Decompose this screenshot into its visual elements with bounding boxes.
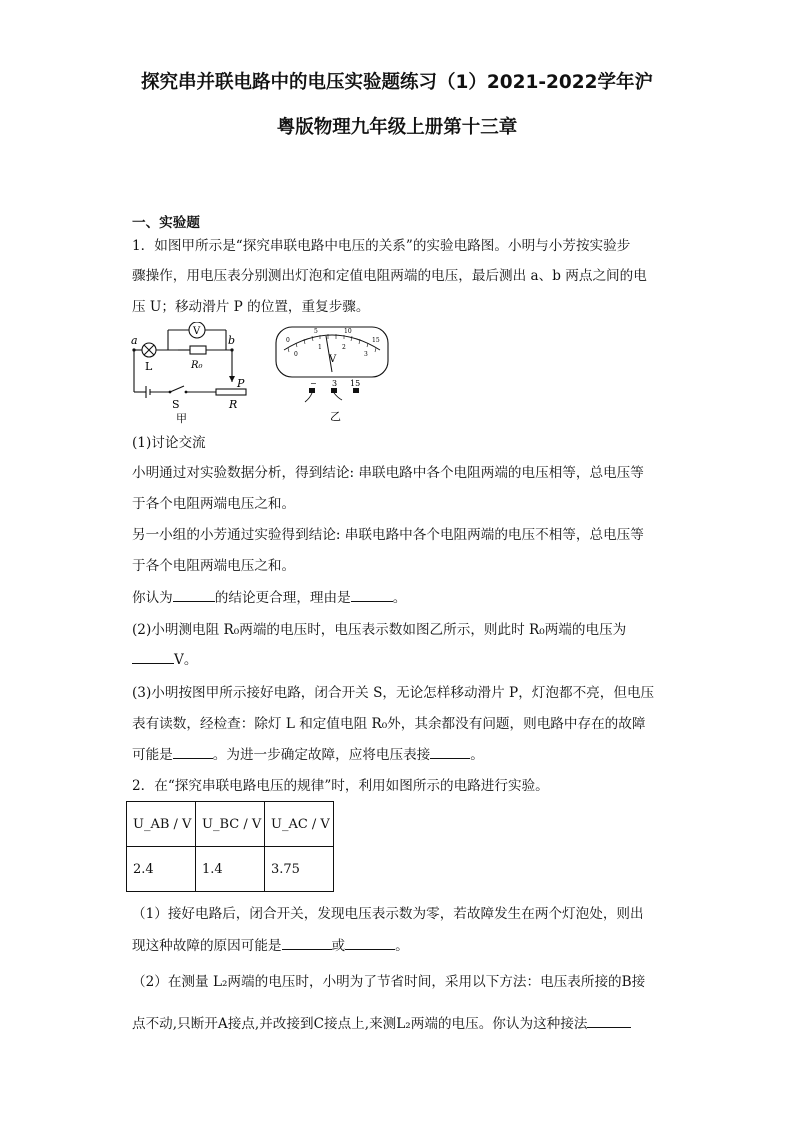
q1-sub1-q-b: 的结论更合理，理由是 [214,590,351,606]
label-R: R [229,398,238,411]
q2-sub2-line2 [132,1012,672,1032]
caption-yi: 乙 [330,410,341,423]
q1-sub2-unit: V。 [174,652,198,668]
table-row [127,847,334,892]
q1-sub1-line4: 于各个电阻两端电压之和。 [132,558,296,574]
caption-jia: 甲 [176,412,187,424]
q1-sub3-c: 。 [470,747,484,763]
q1-sub2-line1: (2)小明测电阻 R₀两端的电压时，电压表示数如图乙所示，则此时 R₀两端的电压为 [132,622,627,638]
voltage-table [126,801,334,892]
q1-text-line2: 骤操作，用电压表分别测出灯泡和定值电阻两端的电压，最后测出 a、b 两点之间的电 [132,268,647,284]
q1-sub1-question [132,586,672,606]
q1-sub1-line3: 另一小组的小芳通过实验得到结论: 串联电路中各个电阻两端的电压不相等，总电压等 [132,527,644,543]
q1-text-line3: 压 U；移动滑片 P 的位置，重复步骤。 [132,299,370,315]
q1-sub3-line2: 表有读数，经检查：除灯 L 和定值电阻 R₀外，其余都没有问题，则电路中存在的故障 [132,716,646,732]
label-L: L [145,360,153,373]
label-S: S [172,398,180,411]
page-title: 探究串并联电路中的电压实验题练习（1）2021-2022学年沪 [140,72,654,93]
q1-sub2-line2 [132,648,672,668]
voltmeter-diagram-yi [272,324,392,426]
scale-bottom-1: 1 [318,344,322,351]
q2-text-line1: 2．在“探究串联电路电压的规律”时，利用如图所示的电路进行实验。 [132,778,549,794]
q1-sub1-title: (1)讨论交流 [132,435,206,451]
answer-blank[interactable] [132,650,174,664]
answer-blank[interactable] [173,588,215,602]
scale-top-5: 5 [314,328,318,335]
q1-text-line1: 1．如图甲所示是“探究串联电路中电压的关系”的实验电路图。小明与小芳按实验步 [132,238,631,254]
page-title-line2: 粤版物理九年级上册第十三章 [276,117,518,138]
table-header-cell: U_BC / V [196,802,265,847]
q1-sub1-line2: 于各个电阻两端电压之和。 [132,496,296,512]
scale-bottom-3: 3 [364,351,368,358]
voltmeter-label: V [193,326,201,337]
q1-sub1-q-a: 你认为 [132,590,173,606]
label-R0: R₀ [191,360,203,371]
label-a: a [131,334,138,347]
section-heading: 一、实验题 [132,215,200,231]
q2-sub2-line1: （2）在测量 L₂两端的电压时，小明为了节省时间，采用以下方法：电压表所接的B接 [132,974,646,990]
answer-blank[interactable] [173,745,213,759]
answer-blank[interactable] [351,588,393,602]
terminal-3: 3 [332,379,338,388]
terminal-neg: − [310,379,317,388]
answer-blank[interactable] [587,1014,631,1028]
q1-sub1-line1: 小明通过对实验数据分析，得到结论: 串联电路中各个电阻两端的电压相等，总电压等 [132,465,644,481]
answer-blank[interactable] [282,936,332,950]
q2-sub1-b: 或 [331,938,346,954]
meter-unit: V [329,354,337,365]
q1-sub1-q-c: 。 [392,590,407,606]
q1-sub3-line3 [132,743,672,763]
table-header-row [127,802,334,847]
table-header-cell: U_AB / V [127,802,196,847]
label-P: P [237,377,245,390]
terminal-15: 15 [350,379,361,388]
table-cell: 2.4 [127,847,196,892]
scale-bottom-2: 2 [342,344,346,351]
scale-bottom-0: 0 [294,351,298,358]
scale-top-15: 15 [372,337,380,344]
q1-sub3-b: 。为进一步确定故障，应将电压表接 [212,747,431,763]
q2-sub2-text: 点不动,只断开A接点,并改接到C接点上,来测L₂两端的电压。你认为这种接法 [132,1016,588,1032]
answer-blank[interactable] [430,745,470,759]
q1-sub3-a: 可能是 [132,747,173,763]
q2-sub1-c: 。 [395,938,409,954]
label-b: b [228,334,236,347]
table-cell: 1.4 [196,847,265,892]
table-cell: 3.75 [265,847,334,892]
circuit-diagram-jia [128,322,258,424]
q2-sub1-line1: （1）接好电路后，闭合开关，发现电压表示数为零，若故障发生在两个灯泡处，则出 [132,906,644,922]
answer-blank[interactable] [345,936,395,950]
scale-top-10: 10 [344,328,352,335]
table-header-cell: U_AC / V [265,802,334,847]
q2-sub1-a: 现这种故障的原因可能是 [132,938,282,954]
scale-top-0: 0 [286,337,290,344]
q2-sub1-line2 [132,934,672,954]
q1-sub3-line1: (3)小明按图甲所示接好电路，闭合开关 S，无论怎样移动滑片 P，灯泡都不亮，但电压 [132,685,655,701]
